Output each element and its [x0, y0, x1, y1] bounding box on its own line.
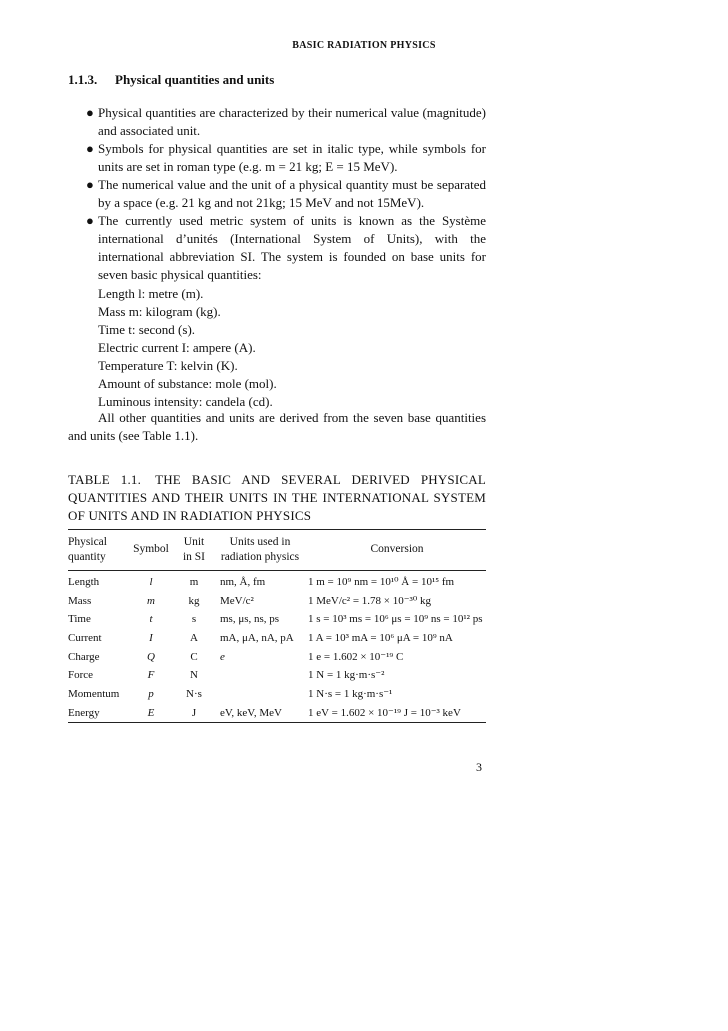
- table-row: [68, 592, 486, 611]
- section-heading: [68, 72, 274, 88]
- table-row: [68, 666, 486, 685]
- base-unit-item: Electric current I: ampere (A).: [98, 340, 256, 355]
- header-quantity-line1: Physical: [68, 536, 107, 548]
- bullet-text: The currently used metric system of units is known as the Système international d’unités (International System of Units), with the international abbreviation SI. The system is founded on base units for seven basic physical quantities:: [98, 213, 486, 282]
- cell-unit: N: [190, 669, 198, 682]
- header-unit-line2: in SI: [182, 551, 206, 563]
- section-title: Physical quantities and units: [115, 72, 275, 87]
- table-caption: [68, 471, 486, 525]
- table-row: [68, 648, 486, 667]
- cell-quantity: Mass: [68, 594, 92, 607]
- cell-conversion: 1 MeV/c² = 1.78 × 10⁻³⁰ kg: [308, 594, 432, 607]
- base-unit-item: Amount of substance: mole (mol).: [98, 376, 277, 391]
- table-row: [68, 573, 486, 592]
- header-conversion: Conversion: [370, 543, 424, 555]
- base-unit-item: Length l: metre (m).: [98, 286, 204, 301]
- cell-symbol: m: [147, 594, 155, 607]
- derived-paragraph: All other quantities and units are derived from the seven base quantities and units (see Table 1.1).: [68, 410, 486, 443]
- base-unit-item: Temperature T: kelvin (K).: [98, 358, 238, 373]
- cell-conversion: 1 s = 10³ ms = 10⁶ μs = 10⁹ ns = 10¹² ps: [308, 613, 483, 626]
- bullet-item: [86, 212, 486, 284]
- cell-conversion: 1 eV = 1.602 × 10⁻¹⁹ J = 10⁻³ keV: [308, 706, 461, 719]
- bullet-icon: ●: [86, 105, 94, 120]
- base-unit-item: Mass m: kilogram (kg).: [98, 304, 221, 319]
- cell-symbol: F: [147, 669, 155, 682]
- header-quantity-line2: quantity: [68, 551, 106, 563]
- cell-symbol: E: [147, 706, 155, 719]
- cell-quantity: Charge: [68, 650, 100, 663]
- cell-unit: J: [191, 706, 197, 719]
- cell-radiation-units: ms, μs, ns, ps: [220, 613, 280, 626]
- cell-symbol: Q: [147, 650, 155, 663]
- table-row: [68, 704, 486, 723]
- table-bottom-rule: [68, 722, 486, 723]
- cell-unit: m: [189, 576, 199, 588]
- cell-symbol: I: [149, 632, 153, 645]
- cell-symbol: t: [149, 613, 153, 626]
- table-header: [68, 535, 486, 567]
- cell-unit: A: [190, 632, 198, 645]
- header-radiation-line1: Units used in: [229, 536, 291, 548]
- bullet-item: [86, 140, 486, 176]
- cell-quantity: Energy: [68, 706, 100, 719]
- bullet-text: Physical quantities are characterized by their numerical value (magnitude) and associated unit.: [98, 105, 486, 138]
- header-symbol: Symbol: [133, 543, 169, 555]
- table-header-rule: [68, 570, 486, 571]
- header-radiation-line2: radiation physics: [220, 551, 300, 563]
- bullet-text: The numerical value and the unit of a physical quantity must be separated by a space (e.g. 21 kg and not 21kg; 15 MeV and not 15MeV).: [98, 177, 486, 210]
- page-number: 3: [476, 760, 482, 774]
- table-body: [68, 573, 486, 723]
- running-head: BASIC RADIATION PHYSICS: [292, 40, 436, 51]
- table-row: [68, 610, 486, 629]
- cell-symbol: p: [148, 688, 154, 701]
- cell-conversion: 1 N·s = 1 kg·m·s⁻¹: [308, 688, 393, 701]
- cell-radiation-units: MeV/c²: [220, 594, 254, 607]
- section-number: 1.1.3.: [68, 72, 98, 87]
- cell-conversion: 1 e = 1.602 × 10⁻¹⁹ C: [308, 650, 404, 663]
- cell-unit: s: [191, 613, 197, 626]
- bullet-list: [86, 104, 486, 284]
- header-unit-line1: Unit: [183, 536, 205, 548]
- cell-symbol: l: [149, 576, 153, 588]
- base-unit-item: Luminous intensity: candela (cd).: [98, 394, 273, 409]
- cell-quantity: Force: [68, 669, 94, 682]
- cell-conversion: 1 N = 1 kg·m·s⁻²: [308, 669, 385, 682]
- bullet-icon: ●: [86, 177, 94, 192]
- cell-unit: N·s: [186, 688, 202, 701]
- base-unit-item: Time t: second (s).: [98, 322, 196, 337]
- cell-radiation-units: e: [220, 650, 225, 663]
- bullet-item: [86, 176, 486, 212]
- bullet-icon: ●: [86, 213, 94, 228]
- cell-quantity: Current: [68, 632, 102, 645]
- cell-unit: kg: [188, 594, 200, 607]
- cell-conversion: 1 m = 10⁹ nm = 10¹⁰ Å = 10¹⁵ fm: [308, 576, 455, 588]
- cell-radiation-units: nm, Å, fm: [220, 576, 266, 588]
- table-row: [68, 685, 486, 704]
- base-units-list: [98, 285, 277, 411]
- cell-conversion: 1 A = 10³ mA = 10⁶ μA = 10⁹ nA: [308, 632, 453, 645]
- bullet-item: [86, 104, 486, 140]
- cell-radiation-units: eV, keV, MeV: [220, 706, 282, 719]
- table-caption-label: TABLE 1.1.: [68, 472, 142, 487]
- cell-quantity: Length: [68, 576, 100, 588]
- table-row: [68, 629, 486, 648]
- cell-quantity: Time: [68, 613, 91, 626]
- bullet-icon: ●: [86, 141, 94, 156]
- cell-quantity: Momentum: [68, 688, 120, 701]
- cell-radiation-units: mA, μA, nA, pA: [220, 632, 294, 645]
- table-caption-text: THE BASIC AND SEVERAL DERIVED PHYSICAL QUANTITIES AND THEIR UNITS IN THE INTERNATIONAL SYSTEM OF UNITS AND IN RADIATION PHYSICS: [68, 472, 486, 523]
- bullet-text: Symbols for physical quantities are set in italic type, while symbols for units are set in roman type (e.g. m = 21 kg; E = 15 MeV).: [98, 141, 486, 174]
- table-top-rule: [68, 529, 486, 530]
- cell-unit: C: [190, 650, 198, 663]
